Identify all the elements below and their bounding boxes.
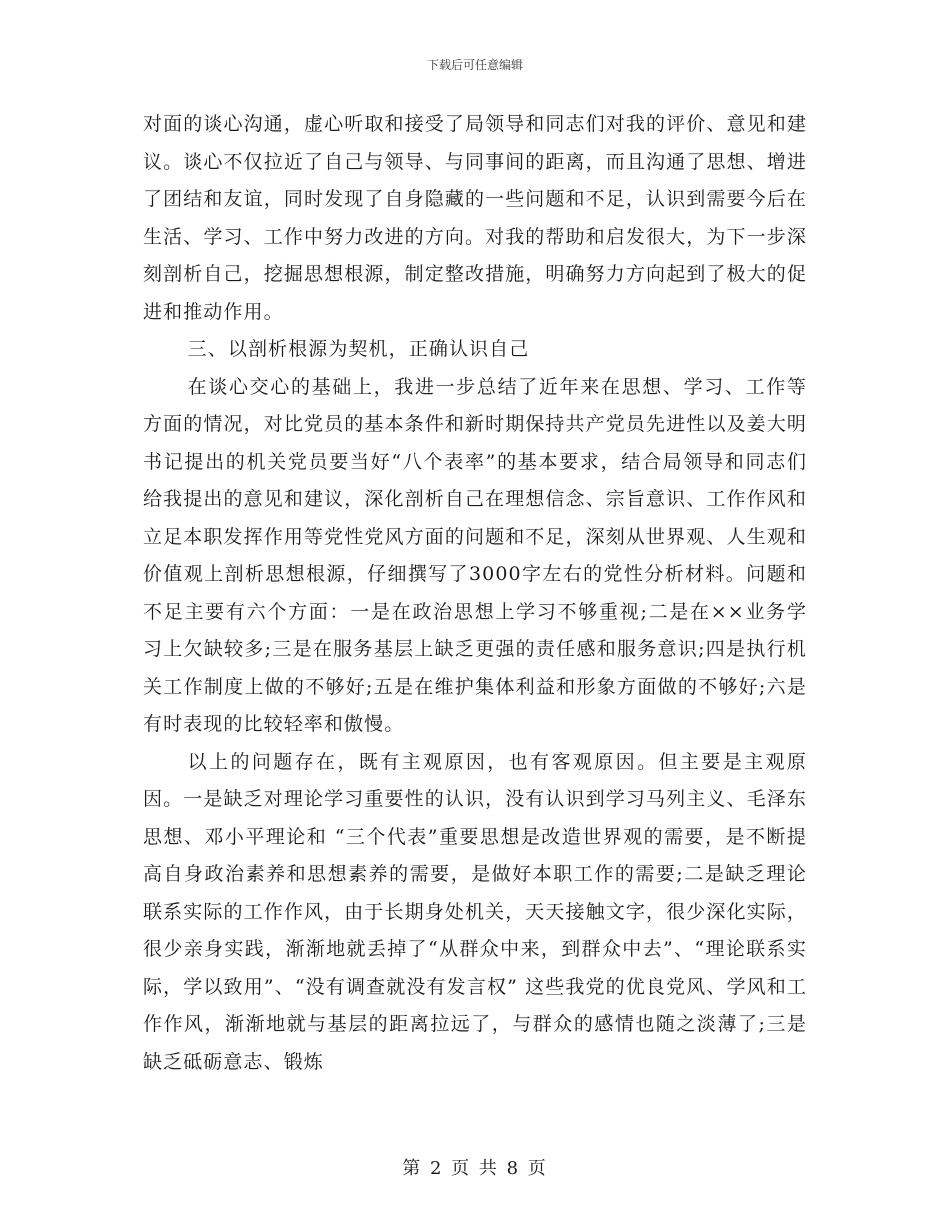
page-number: 第 2 页 共 8 页 [402, 1158, 548, 1179]
document-body [143, 106, 807, 1081]
paragraph-continuation: 对面的谈心沟通，虚心听取和接受了局领导和同志们对我的评价、意见和建议。谈心不仅拉近了自己与领导、与同事间的距离，而且沟通了思想、增进了团结和友谊，同时发现了自身隐藏的一些问题和不足，认识到需要今后在生活、学习、工作中努力改进的方向。对我的帮助和启发很大，为下一步深刻剖析自己，挖掘思想根源，制定整改措施，明确努力方向起到了极大的促进和推动作用。 [143, 113, 807, 323]
paragraph: 以上的问题存在，既有主观原因，也有客观原因。但主要是主观原因。一是缺乏对理论学习重要性的认识，没有认识到学习马列主义、毛泽东思想、邓小平理论和 “三个代表”重要思想是改造世界观的需要，是不断提高自身政治素养和思想素养的需要，是做好本职工作的需要;二是缺乏理论联系实际的工作作风，由于长期身处机关，天天接触文字，很少深化实际，很少亲身实践，渐渐地就丢掉了“从群众中来，到群众中去”、“理论联系实际，学以致用”、“没有调查就没有发言权” 这些我党的优良党风、学风和工作作风，渐渐地就与基层的距离拉远了，与群众的感情也随之淡薄了;三是缺乏砥砺意志、锻炼 [143, 750, 807, 1073]
paragraph: 在谈心交心的基础上，我进一步总结了近年来在思想、学习、工作等方面的情况，对比党员的基本条件和新时期保持共产党员先进性以及姜大明书记提出的机关党员要当好“八个表率”的基本要求，结合局领导和同志们给我提出的意见和建议，深化剖析自己在理想信念、宗旨意识、工作作风和立足本职发挥作用等党性党风方面的问题和不足，深刻从世界观、人生观和价值观上剖析思想根源，仔细撰写了3000字左右的党性分析材料。问题和不足主要有六个方面：一是在政治思想上学习不够重视;二是在××业务学习上欠缺较多;三是在服务基层上缺乏更强的责任感和服务意识;四是执行机关工作制度上做的不够好;五是在维护集体利益和形象方面做的不够好;六是有时表现的比较轻率和傲慢。 [143, 375, 807, 735]
page-header-note: 下载后可任意编辑 [426, 58, 523, 72]
section-heading: 三、以剖析根源为契机，正确认识自己 [187, 338, 530, 360]
